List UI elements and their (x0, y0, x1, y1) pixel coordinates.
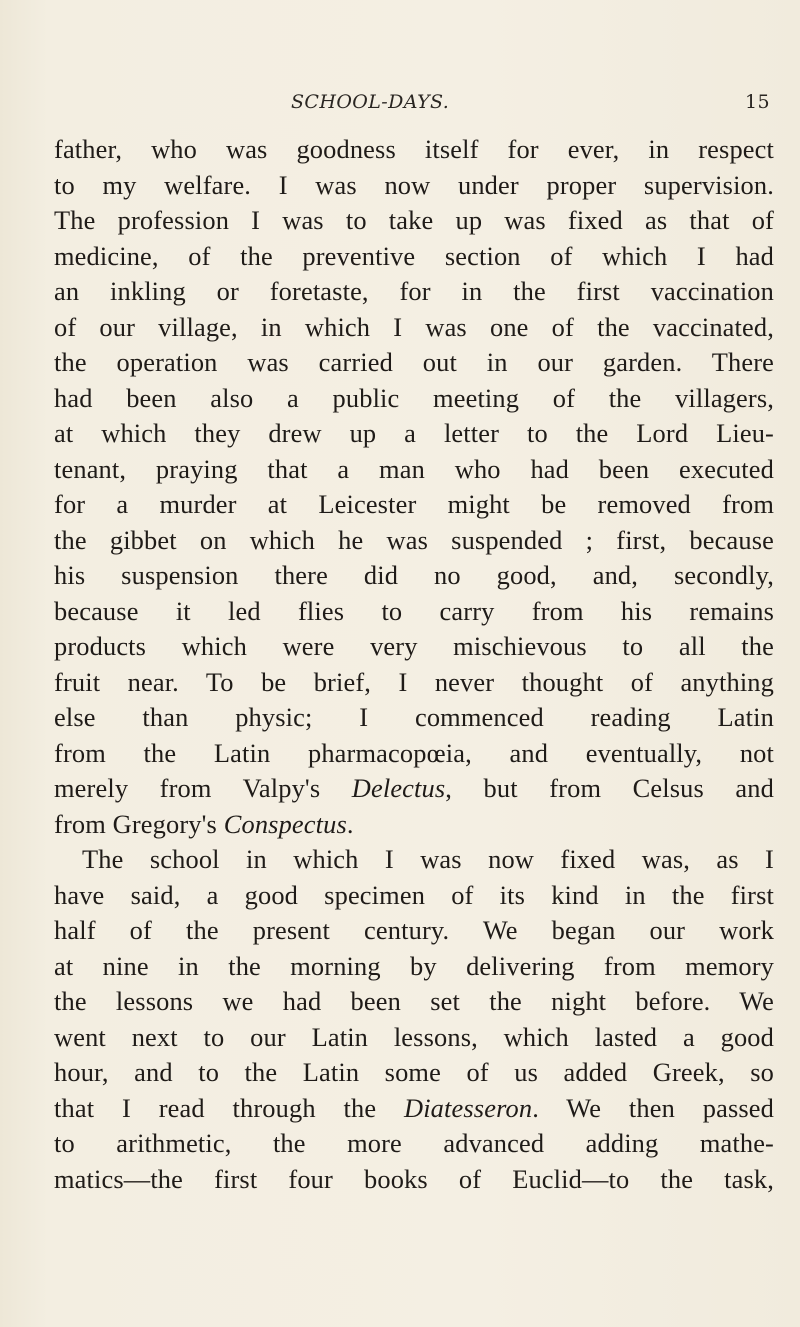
text-line (54, 878, 774, 914)
text-segment: hour, and to the Latin some of us added Greek, so (54, 1057, 774, 1088)
text-segment: an inkling or foretaste, for in the first vaccination (54, 276, 774, 307)
text-line (54, 274, 774, 310)
text-line (54, 487, 774, 523)
text-segment: medicine, of the preventive section of which I had (54, 240, 774, 271)
text-line (54, 310, 774, 346)
text-line (54, 665, 774, 701)
text-segment: the lessons we had been set the night before. We (54, 986, 774, 1017)
text-segment: his suspension there did no good, and, secondly, (54, 560, 774, 591)
text-segment: father, who was goodness itself for ever, in respect (54, 134, 774, 164)
text-segment: merely from Valpy's (54, 773, 352, 804)
text-line (54, 1055, 774, 1091)
text-line (54, 203, 774, 239)
text-segment: from Gregory's (54, 808, 224, 839)
text-segment: . We then passed (532, 1092, 774, 1123)
text-line (54, 1020, 774, 1056)
text-line (54, 132, 774, 168)
text-segment: to my welfare. I was now under proper supervision. (54, 169, 774, 200)
text-segment: half of the present century. We began our work (54, 915, 774, 946)
text-line (54, 1091, 774, 1127)
text-line (54, 239, 774, 275)
text-segment: . (346, 808, 354, 839)
text-line (54, 1162, 774, 1198)
running-title: SCHOOL-DAYS. (291, 91, 450, 113)
text-segment: for a murder at Leicester might be removed from (54, 489, 774, 520)
text-segment: had been also a public meeting of the villagers, (54, 382, 774, 413)
text-segment: to arithmetic, the more advanced adding mathe- (54, 1128, 774, 1159)
text-line (54, 629, 774, 665)
text-segment: at which they drew up a letter to the Lord Lieu- (54, 418, 774, 449)
text-segment: the operation was carried out in our garden. There (54, 347, 774, 378)
text-segment: else than physic; I commenced reading Latin (54, 702, 774, 733)
text-segment: went next to our Latin lessons, which lasted a good (54, 1021, 774, 1052)
italic-title-text: Diatesseron (403, 1092, 533, 1123)
page-number: 15 (745, 91, 770, 113)
text-line (54, 345, 774, 381)
text-segment: of our village, in which I was one of the vaccinated, (54, 311, 774, 342)
text-segment: have said, a good specimen of its kind in the first (54, 879, 774, 910)
text-segment: The profession I was to take up was fixed as that of (54, 205, 774, 236)
text-line (54, 807, 774, 843)
text-line (54, 416, 774, 452)
italic-title-text: Conspectus (223, 808, 347, 839)
italic-title-text: Delectus (351, 773, 446, 804)
text-line (54, 913, 774, 949)
text-segment: the gibbet on which he was suspended ; first, because (54, 524, 774, 555)
text-segment: matics—the first four books of Euclid—to the task, (54, 1163, 774, 1194)
text-segment: tenant, praying that a man who had been executed (54, 453, 774, 484)
text-line (54, 558, 774, 594)
text-segment: , but from Celsus and (445, 773, 774, 804)
text-segment: at nine in the morning by delivering from memory (54, 950, 774, 981)
body-text (54, 132, 774, 1197)
page-header (0, 91, 800, 115)
text-line (54, 949, 774, 985)
text-segment: The school in which I was now fixed was, as I (82, 844, 774, 875)
text-line (54, 594, 774, 630)
text-line (54, 984, 774, 1020)
text-segment: products which were very mischievous to all the (54, 631, 774, 662)
text-segment: that I read through the (54, 1092, 404, 1123)
text-line (54, 842, 774, 878)
text-line (54, 771, 774, 807)
text-segment: fruit near. To be brief, I never thought of anything (54, 666, 774, 697)
text-segment: from the Latin pharmacopœia, and eventually, not (54, 737, 774, 768)
text-line (54, 452, 774, 488)
text-line (54, 381, 774, 417)
text-line (54, 168, 774, 204)
text-line (54, 700, 774, 736)
text-line (54, 523, 774, 559)
text-segment: because it led flies to carry from his remains (54, 595, 774, 626)
text-line (54, 1126, 774, 1162)
text-line (54, 736, 774, 772)
